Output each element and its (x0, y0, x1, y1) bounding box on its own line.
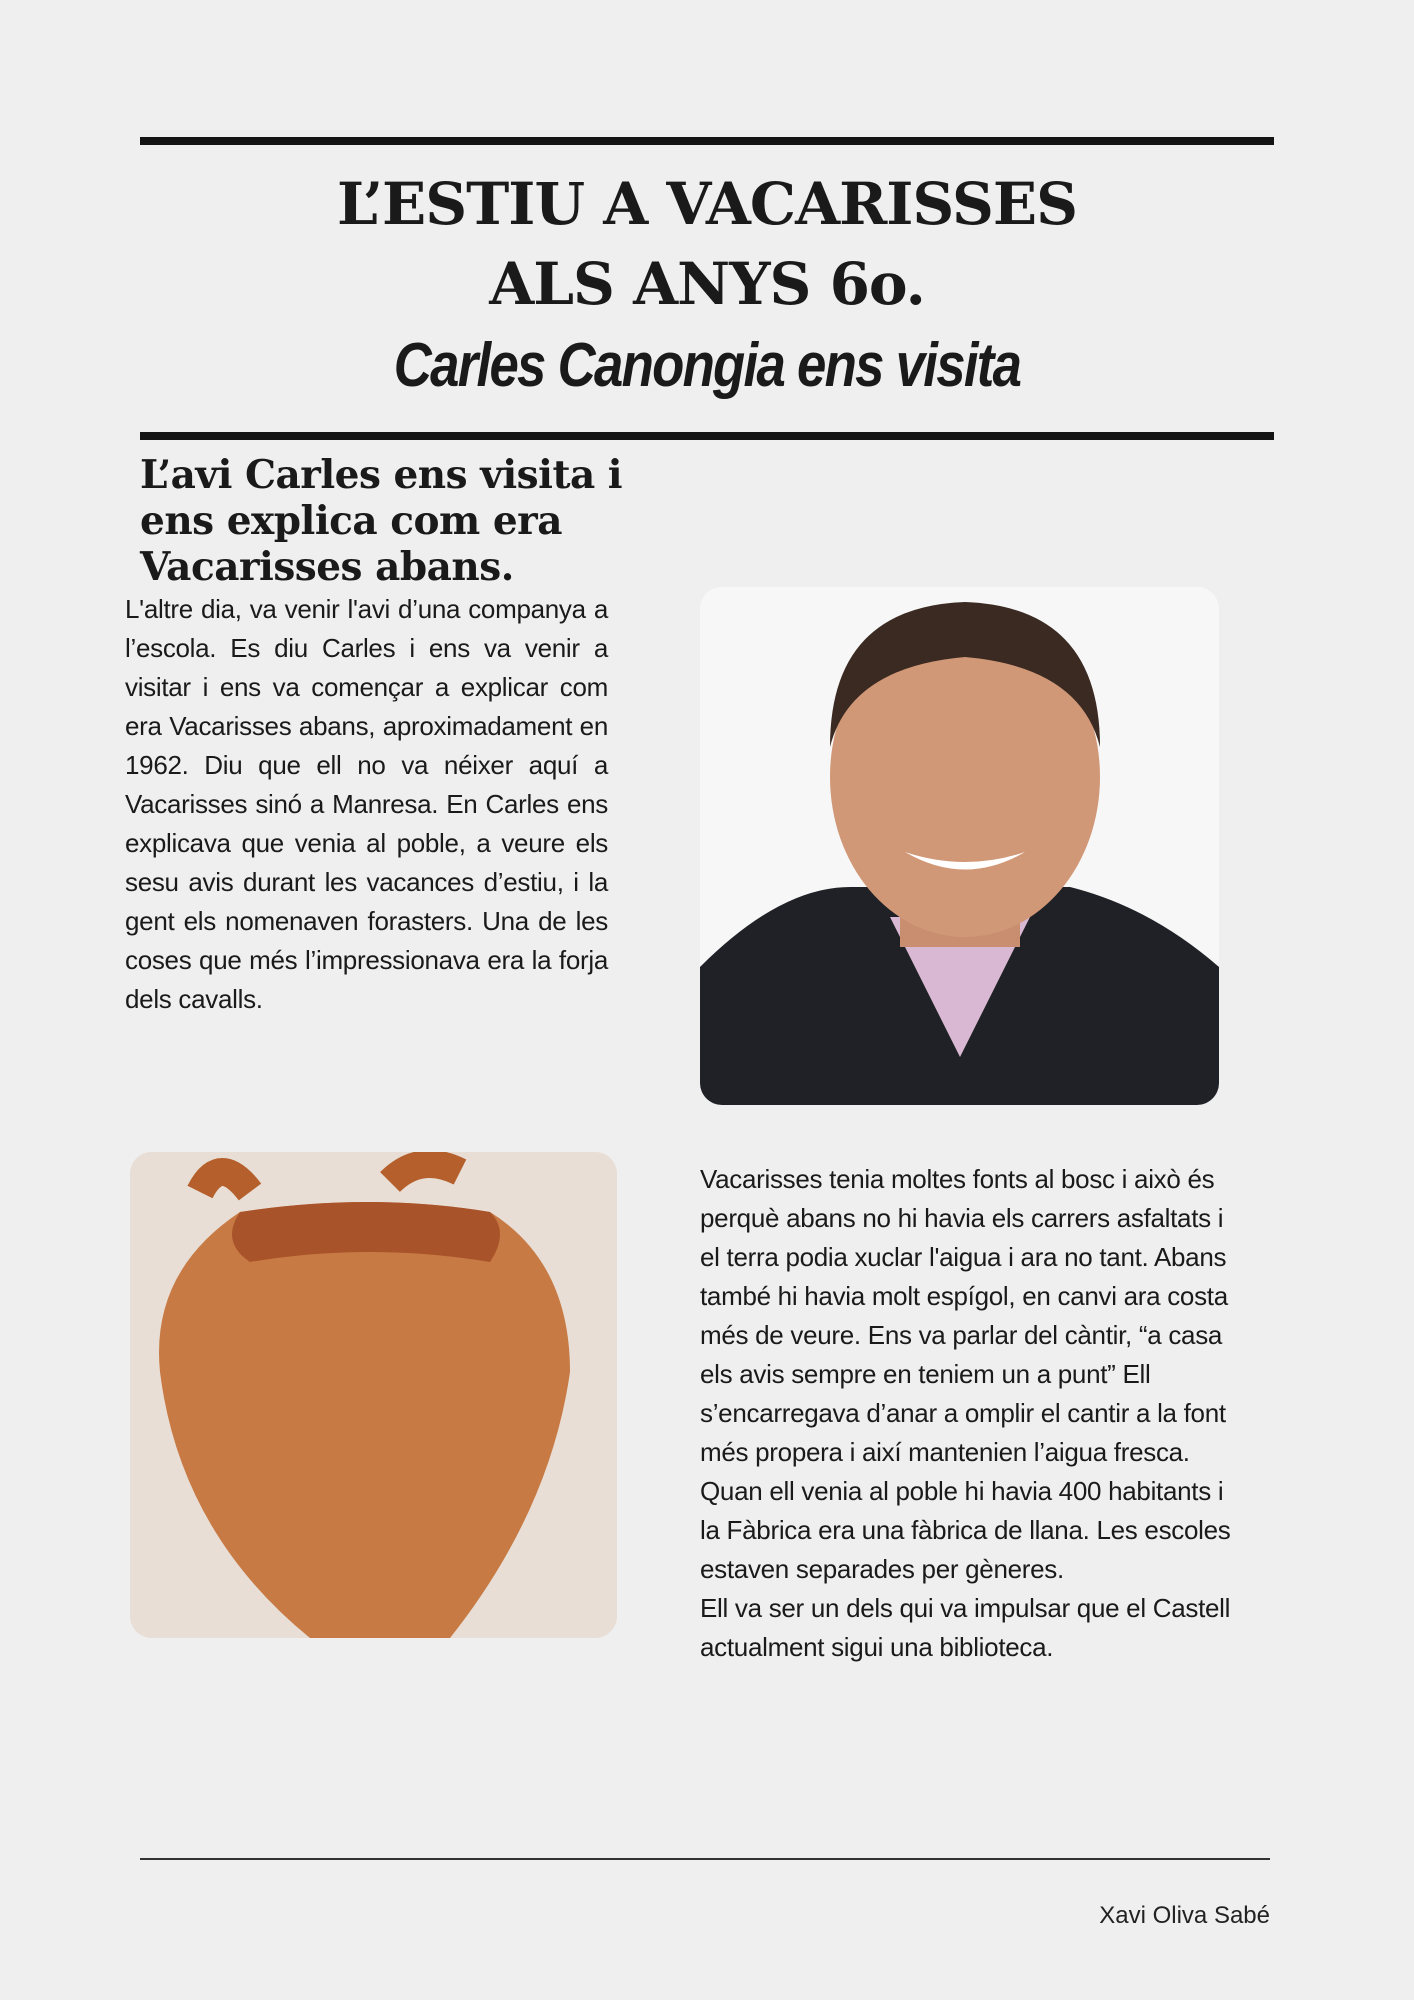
author-name: Xavi Oliva Sabé (1099, 1902, 1270, 1929)
top-rule (140, 137, 1274, 145)
paragraph-1: L'altre dia, va venir l'avi d’una companya a l’escola. Es diu Carles i ens va venir a visitar i ens va començar a explicar com era Vacarisses abans, aproximadament en 1962. Diu que ell no va néixer aquí a Vacarisses sinó a Manresa. En Carles ens explicava que venia al poble, a veure els sesu avis durant les vacances d’estiu, i la gent els nomenaven forasters. Una de les coses que més l’impressionava era la forja dels cavalls. (125, 594, 608, 1014)
cantir-jar-photo (130, 1152, 617, 1638)
paragraph-2: Vacarisses tenia moltes fonts al bosc i això és perquè abans no hi havia els carrers asfaltats i el terra podia xuclar l'aigua i ara no tant. Abans també hi havia molt espígol, en canvi ara costa més de veure. Ens va parlar del càntir, “a casa els avis sempre en teniem un a punt” Ell s’encarregava d’anar a omplir el cantir a la font més propera i així mantenien l’aigua fresca. Quan ell venia al poble hi havia 400 habitants i la Fàbrica era una fàbrica de llana. Les escoles estaven separades per gèneres. Ell va ser un dels qui va impulsar que el Castell actualment sigui una biblioteca. (700, 1164, 1231, 1662)
title-line-2: ALS ANYS 6o. (489, 250, 925, 318)
subtitle: Carles Canongia ens visita (393, 331, 1021, 400)
footer-rule (140, 1858, 1270, 1860)
title-line-1: L’ESTIU A VACARISSES (336, 170, 1077, 238)
portrait-photo (700, 587, 1219, 1105)
header-bottom-rule (140, 432, 1274, 440)
article-heading: L’avi Carles ens visita i ens explica com era Vacarisses abans. (140, 452, 623, 590)
